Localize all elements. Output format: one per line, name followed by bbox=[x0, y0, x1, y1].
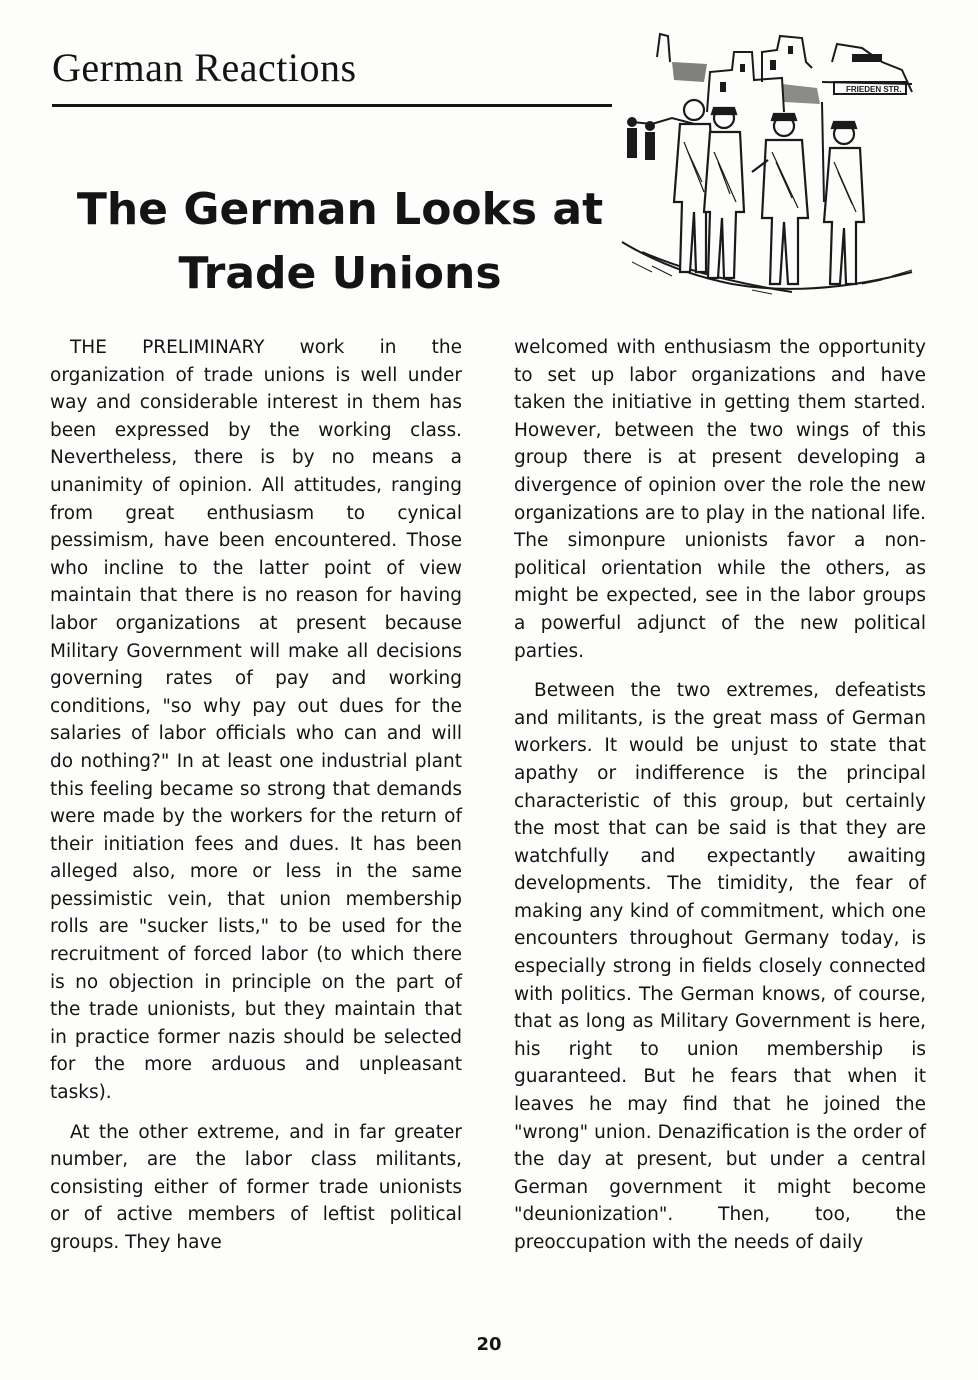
article-headline: The German Looks at Trade Unions bbox=[76, 184, 604, 299]
paragraph: Between the two extremes, defeatists and militants, is the great mass of German workers. It would be unjust to state that apathy or indifference is the principal characteristic of this group, but certainly the most that can be said is that they are watchfully and expectantly awaiting developments. The timidity, the fear of making any kind of commitment, which one encounters throughout Germany today, is especially strong in fields closely connected with politics. The German knows, of course, that as long as Military Government is here, his right to union membership is guaranteed. But he fears that when it leaves he may find that he joined the "wrong" union. Denazification is the order of the day at present, but under a central German government it might become "deunionization". Then, too, the preoccupation with the needs of daily bbox=[514, 680, 926, 1253]
section-heading: German Reactions bbox=[52, 45, 357, 90]
paragraph: At the other extreme, and in far greater number, are the labor class militants, consisting either of former trade unionists or of active members of leftist political groups. They have bbox=[50, 1121, 462, 1253]
article-column-left bbox=[50, 334, 462, 1269]
article-column-right bbox=[514, 334, 926, 1269]
men-talking-illustration bbox=[612, 22, 934, 312]
paragraph: THE PRELIMINARY work in the organization of trade unions is well under way and considerable interest in them has been expressed by the working class. Nevertheless, there is by no means a unanimity of opinion. All attitudes, ranging from great enthusiasm to cynical pessimism, have been encountered. Those who incline to the latter point of view maintain that there is no reason for having labor organizations at present because Military Government will make all decisions governing rates of pay and working conditions, "so why pay out dues for the salaries of labor officials who can and will do nothing?" In at least one industrial plant this feeling became so strong that demands were made by the workers for the return of their initiation fees and dues. It has been alleged also, more or less in the same pessimistic vein, that union membership rolls are "sucker lists," to be used for the recruitment of forced labor (to which there is no objection in principle on the part of the trade unionists, but they maintain that in practice former nazis should be selected for the more arduous and unpleasant tasks). bbox=[50, 337, 462, 1104]
page-number: 20 bbox=[476, 1334, 502, 1355]
heading-rule bbox=[52, 104, 612, 107]
paragraph: welcomed with enthusiasm the opportunity to set up labor organizations and have taken the initiative in getting them started. However, between the two wings of this group there is at present developing a divergence of opinion over the role the new organizations are to play in the national life. The simonpure unionists favor a non-political orientation while the others, as might be expected, see in the labor groups a powerful adjunct of the new political parties. bbox=[514, 337, 926, 662]
street-sign-text: FRIEDEN STR. bbox=[846, 85, 902, 94]
